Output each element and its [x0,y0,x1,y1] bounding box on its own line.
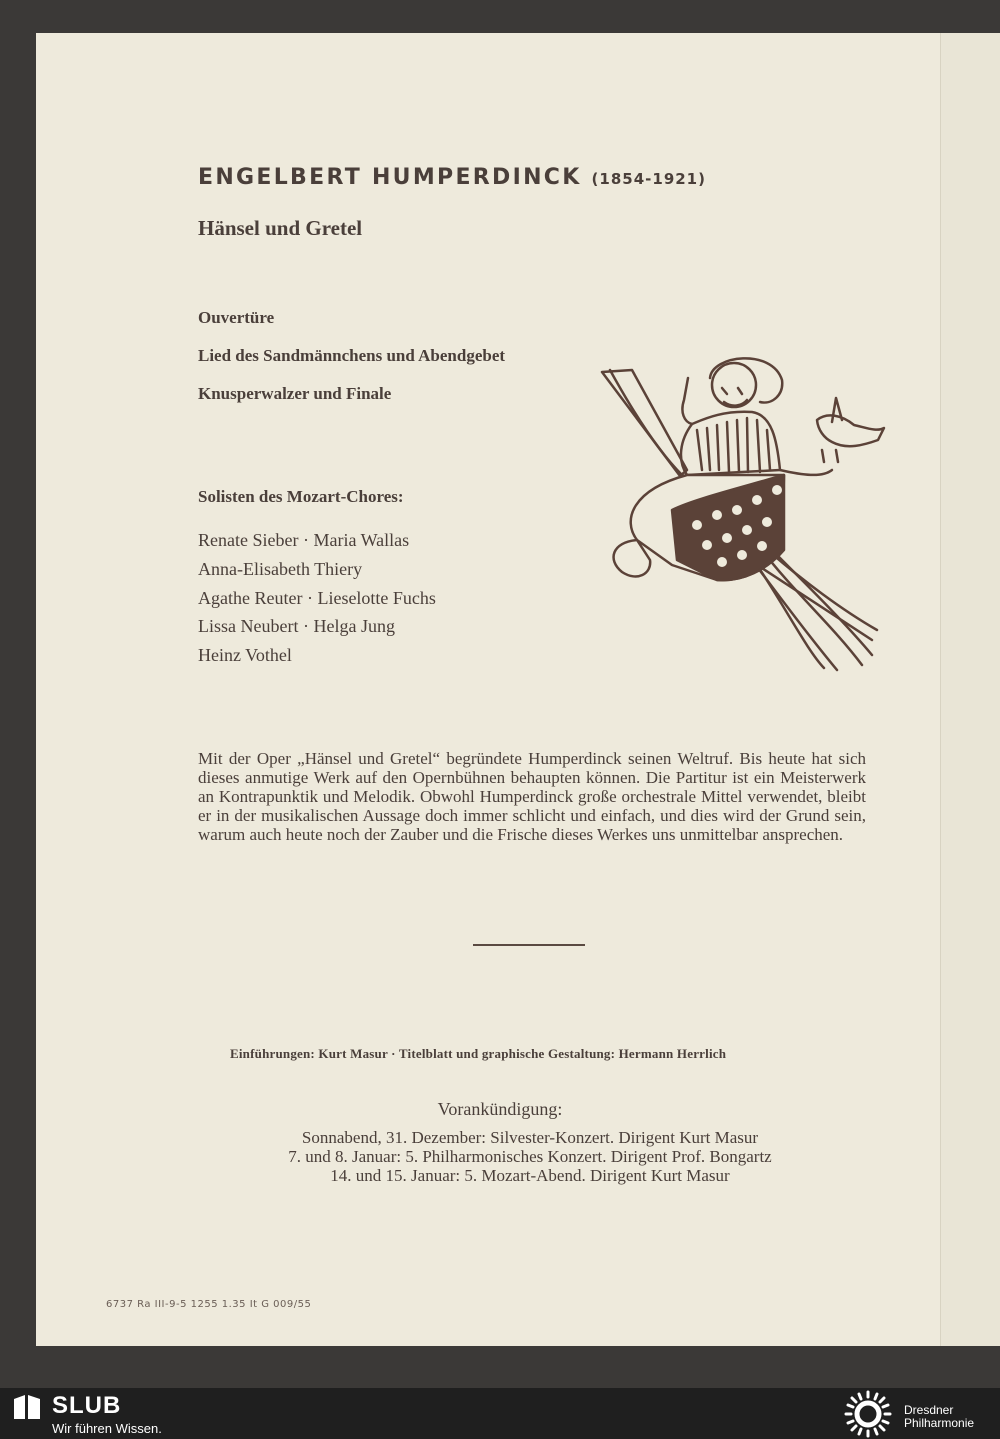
library-tagline: Wir führen Wissen. [52,1421,162,1436]
soloist-line: Lissa Neubert · Helga Jung [198,616,395,636]
description-paragraph: Mit der Oper „Hänsel und Gretel“ begründete Humperdinck seinen Weltruf. Bis heute hat sich dieses anmutige Werk auf den Opernbühnen behaupten können. Die Partitur ist ein Meisterwerk an Kontrapunktik und Melodik. Obwohl Humperdinck große orchestrale Mittel verwendet, bleibt er in der musikalischen Aussage doch immer schlicht und einfach, und dies wird der Grund sein, warum auch heute noch der Zauber und die Frische dieses Werkes uns unmittelbar ansprechen. [198,749,866,844]
witch-on-broom-illustration [592,350,892,675]
announcement-heading: Vorankündigung: [437,1099,563,1119]
philharmonie-logo-icon [842,1390,894,1438]
partner-name [904,1404,974,1430]
soloist-line: Anna-Elisabeth Thiery [198,559,363,579]
soloist-line: Renate Sieber · Maria Wallas [198,530,410,550]
partner-name-line1: Dresdner [904,1403,954,1417]
program-item: Knusperwalzer und Finale [198,384,392,403]
program-item: Ouvertüre [198,308,275,327]
footer-bar [0,1388,1000,1439]
soloists-heading: Solisten des Mozart-Chores: [198,487,404,506]
announcement-line: 14. und 15. Januar: 5. Mozart-Abend. Dirigent Kurt Masur [330,1166,730,1185]
program-item: Lied des Sandmännchens und Abendgebet [198,346,506,365]
soloist-line: Agathe Reuter · Lieselotte Fuchs [198,588,436,608]
soloist-line: Heinz Vothel [198,645,292,665]
composer-title [198,165,706,190]
divider-rule [473,944,585,946]
work-title: Hänsel und Gretel [198,216,363,240]
library-name: SLUB [52,1392,122,1419]
partner-name-line2: Philharmonie [904,1416,975,1430]
composer-years: (1854-1921) [591,170,706,188]
slub-logo-icon [12,1393,42,1421]
adjacent-page-edge [940,33,1000,1346]
announcement-line: 7. und 8. Januar: 5. Philharmonisches Konzert. Dirigent Prof. Bongartz [288,1147,772,1166]
announcement-line: Sonnabend, 31. Dezember: Silvester-Konzert. Dirigent Kurt Masur [301,1128,759,1147]
print-code: 6737 Ra III-9-5 1255 1.35 It G 009/55 [106,1299,312,1310]
credits-line: Einführungen: Kurt Masur · Titelblatt und graphische Gestaltung: Hermann Herrlich [230,1046,727,1061]
composer-name: ENGELBERT HUMPERDINCK [198,165,582,190]
